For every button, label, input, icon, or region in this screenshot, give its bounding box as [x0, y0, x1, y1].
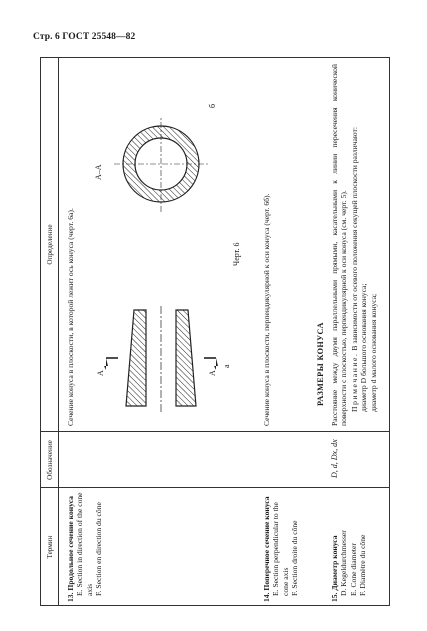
section-mark: А–А	[94, 164, 103, 180]
column-header-term: Термин	[46, 535, 54, 559]
term-15-name: Диаметр конуса	[330, 535, 339, 591]
rotated-table	[40, 57, 390, 606]
term-13-en: E. Section in direction of the cone axis	[75, 492, 94, 596]
term-13-fr: F. Section en direction du cône	[93, 502, 103, 596]
note-15	[350, 64, 378, 426]
note-title: Примечание.	[350, 352, 359, 412]
note-item: диаметр D большого основания конуса;	[359, 283, 369, 412]
term-15	[330, 492, 367, 602]
term-14	[262, 492, 299, 602]
section-title: РАЗМЕРЫ КОНУСА	[316, 322, 325, 406]
symbol-15: D, d, Dx, dx	[330, 439, 339, 478]
term-15-de: D. Kegeldurchmesser	[339, 530, 349, 596]
figure-6	[96, 76, 248, 416]
term-15-number: 15.	[330, 592, 339, 602]
column-divider	[40, 431, 390, 432]
figure-label-a: а	[222, 364, 231, 368]
term-15-en: E. Cone diameter	[348, 543, 358, 596]
cross-section	[114, 116, 208, 212]
arrow-label-top: А	[96, 370, 105, 376]
term-14-name: Поперечное сечение конуса	[262, 496, 271, 591]
term-13	[66, 492, 103, 602]
figure-caption: Черт. 6	[232, 242, 241, 266]
term-14-number: 14.	[262, 592, 271, 602]
page-header: Стр. 6 ГОСТ 25548—82	[33, 32, 136, 42]
term-13-name: Продольное сечение конуса	[66, 496, 75, 591]
column-header-definition: Определение	[46, 224, 54, 265]
term-15-fr: F. Diamètre du cône	[357, 534, 367, 596]
term-14-en: E. Section perpendicular to the cone axis	[271, 502, 290, 596]
column-divider	[40, 487, 390, 488]
definition-13: Сечение конуса в плоскости, в которой лежит ось конуса (черт. 6а).	[66, 208, 75, 426]
definition-14: Сечение конуса в плоскости, перпендикулярной к оси конуса (черт. 6б).	[262, 193, 271, 426]
term-13-number: 13.	[66, 592, 75, 602]
note-item: диаметр d малого основания конуса;	[368, 293, 378, 412]
column-header-designation: Обозначение	[46, 440, 54, 480]
term-14-fr: F. Section droite du cône	[289, 520, 299, 596]
longitudinal-section	[104, 304, 218, 412]
arrow-label-bottom: А	[208, 370, 217, 376]
definition-15: Расстояние между двумя параллельными прямыми, касательными к линии пересечения конической поверхности с плоскостью, перпендикулярной к оси конуса (см. черт. 5).	[330, 64, 349, 426]
note-text: В зависимости от осевого положения секущей плоскости различают:	[350, 127, 359, 351]
header-divider	[58, 57, 59, 606]
figure-label-b: б	[208, 103, 217, 108]
